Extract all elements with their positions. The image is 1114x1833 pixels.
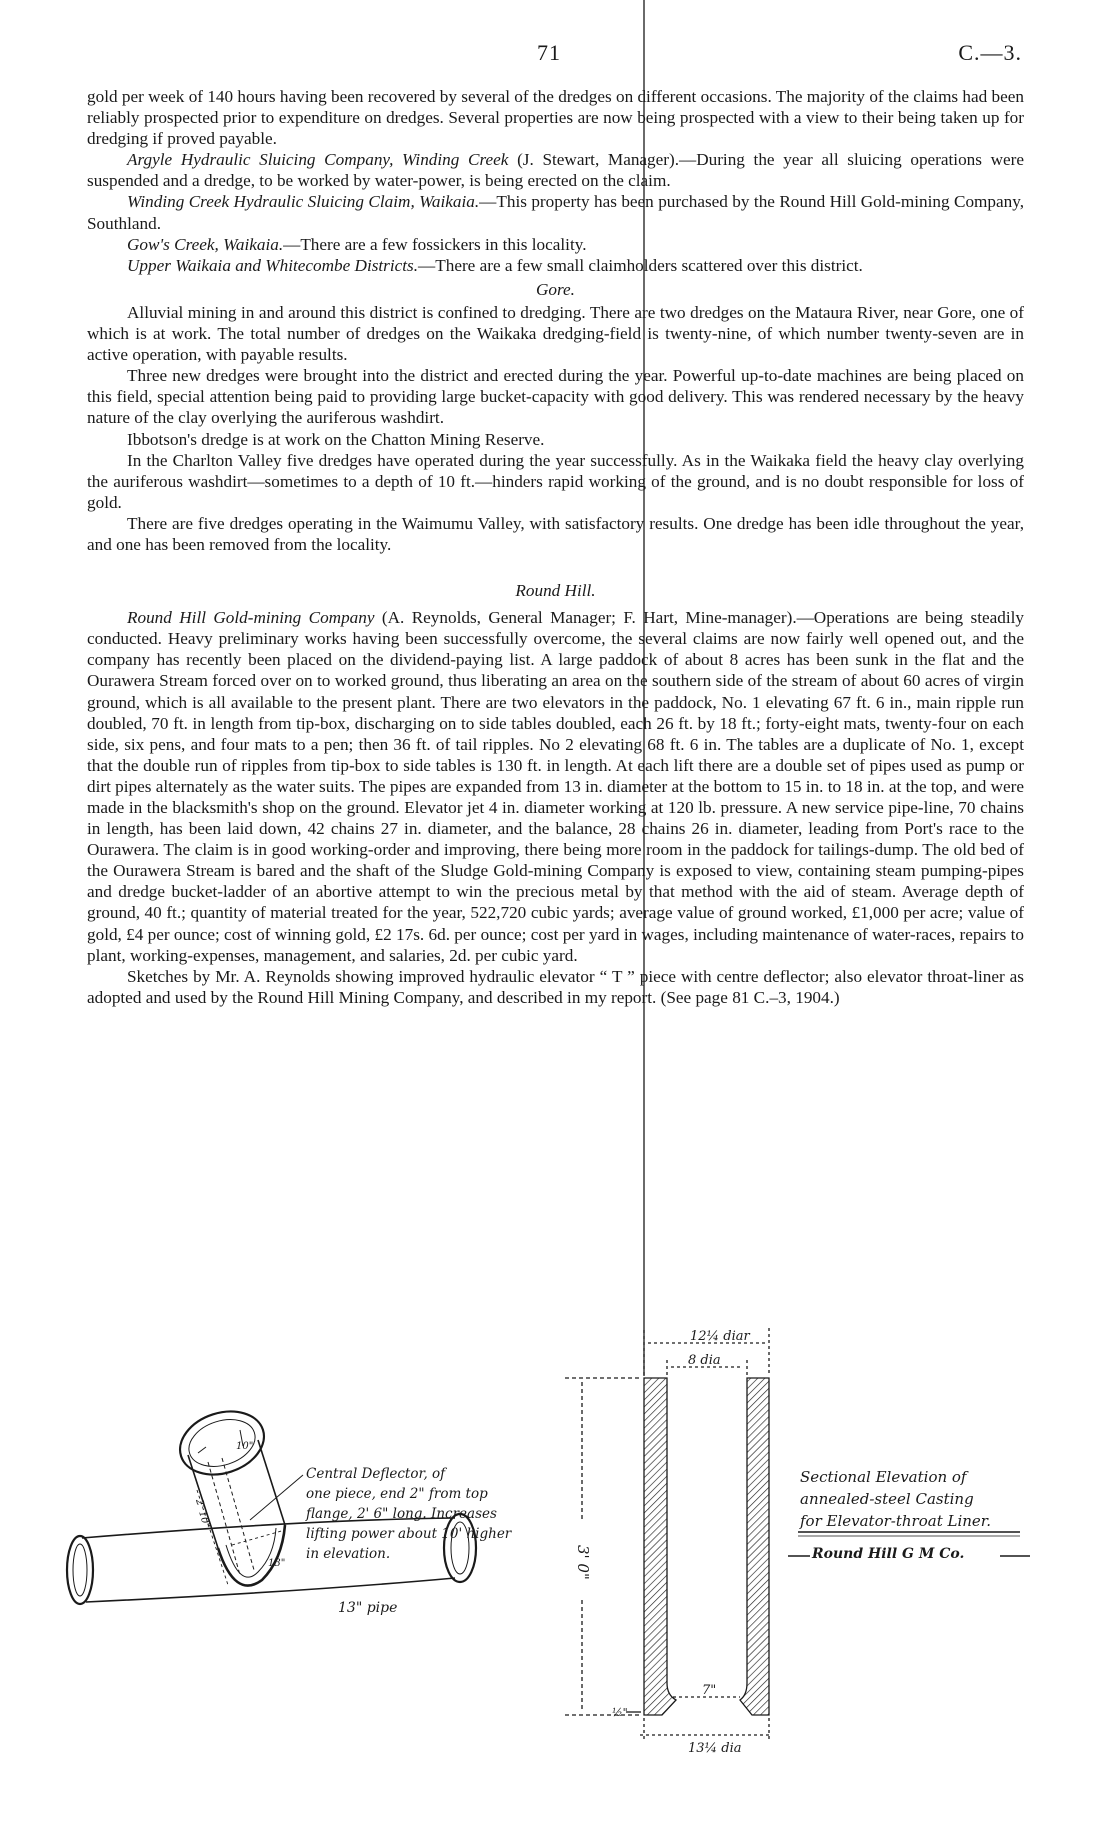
argyle-title: Argyle Hydraulic Sluicing Company, Winding Creek — [127, 150, 509, 170]
dim-bottom-inner: 7" — [702, 1683, 717, 1698]
deflector-note-line-3: flange, 2' 6" long. Increases — [306, 1506, 497, 1522]
heading-gore: Gore. — [536, 279, 575, 299]
caption-line-1: Sectional Elevation of — [800, 1468, 967, 1486]
round-hill-title: Round Hill Gold-mining Company — [127, 608, 375, 628]
paragraph-continuation: gold per week of 140 hours having been recovered by several of the dredges on different occasions. The majority of the claims had been reliably prospected prior to expenditure on dredges. Several properties are now being prospected with a view to their being taken up for dredging if proved payable. — [87, 87, 1024, 149]
caption-line-2: annealed-steel Casting — [800, 1490, 974, 1508]
winding-creek-title: Winding Creek Hydraulic Sluicing Claim, Waikaia. — [127, 192, 480, 212]
document-reference: C.—3. — [958, 40, 1022, 65]
dim-wall: ½" — [612, 1706, 628, 1719]
dim-13-inch: 13" — [268, 1558, 286, 1569]
dim-side: 2' 10" — [193, 1497, 212, 1530]
paragraph-argyle — [87, 149, 1024, 191]
deflector-note-line-1: Central Deflector, of — [306, 1466, 446, 1482]
throat-liner-labels — [574, 1329, 751, 1756]
deflector-note-line-5: in elevation. — [306, 1546, 391, 1562]
round-hill-body: (A. Reynolds, General Manager; F. Hart, Mine-manager).—Operations are being steadily conducted. Heavy preliminary works having been successfully overcome, the several claims are now fairly well opened out, and the company has recently been placed on the dividend-paying list. A large paddock of about 8 acres has been sunk in the flat and the Ourawera Stream forced over on to worked ground, thus liberating an area on the southern side of the stream of about 60 acres of virgin ground, which is all available to the present plant. There are two elevators in the paddock, No. 1 elevating 67 ft. 6 in., main ripple run doubled, 70 ft. in length from tip-box, discharging on to side tables doubled, each 26 ft. by 18 ft.; forty-eight mats, twenty-four on each side, six pens, and four mats to a pen; then 36 ft. of tail ripples. No 2 elevating 68 ft. 6 in. The tables are a duplicate of No. 1, except that the double run of ripples from tip-box to side tables is 130 ft. in length. At each lift there are a double set of pipes used as pump or dirt pipes alternately as the water suits. The pipes are expanded from 13 in. diameter at the bottom to 15 in. to 18 in. at the top, and were made in the blacksmith's shop on the ground. Elevator jet 4 in. diameter working at 120 lb. pressure. A new service pipe-line, 70 chains in length, has been laid down, 42 chains 27 in. diameter, and the balance, 28 chains 26 in. diameter, leading from Port's race to the Ourawera. The claim is in good working-order and improving, there being more room in the paddock for tailings-dump. The old bed of the Ourawera Stream is bared and the shaft of the Sludge Gold-mining Company is exposed to view, containing steam pumping-pipes and dredge bucket-ladder of an abortive attempt to win the precious metal by that method with the aid of steam. Average depth of ground, 40 ft.; quantity of material treated for the year, 522,720 cubic yards; average value of ground worked, £1,000 per acre; value of gold, £4 per ounce; cost of winning gold, £2 17s. 6d. per ounce; cost per yard in wages, including maintenance of water-races, repairs to plant, working-expenses, management, and salaries, 2d. per cubic yard. — [87, 608, 1024, 965]
paragraph-gore-2: Three new dredges were brought into the district and erected during the year. Powerful up-to-date machines are being placed on this field, special attention being paid to providing large bucket-capacity with good delivery. This was rendered necessary by the heavy nature of the clay overlying the auriferous washdirt. — [87, 366, 1024, 428]
argyle-body: (J. Stewart, Manager).—During the year all sluicing operations were suspended and a dredge, to be worked by water-power, is being erected on the claim. — [87, 150, 1025, 191]
deflector-note-line-4: lifting power about 10' higher — [306, 1526, 512, 1542]
paragraph-winding-creek — [87, 191, 1024, 233]
figure-caption — [788, 1468, 1030, 1562]
page-header — [0, 40, 1114, 70]
deflector-note-line-2: one piece, end 2" from top — [306, 1486, 488, 1502]
gows-creek-body: —There are a few fossickers in this locality. — [283, 234, 587, 254]
paragraph-gows-creek — [87, 234, 1024, 255]
body-text — [87, 86, 1024, 1008]
pipe-label: 13" pipe — [338, 1600, 398, 1616]
paragraph-round-hill — [87, 607, 1024, 966]
caption-line-4: Round Hill G M Co. — [812, 1546, 965, 1562]
paragraph-gore-4: In the Charlton Valley five dredges have operated during the year successfully. As in the Waikaka field the heavy clay overlying the auriferous washdirt—sometimes to a depth of 10 ft.—hinders rapid working of the ground, and is no doubt responsible for loss of gold. — [87, 450, 1024, 512]
dim-10-inch: 10" — [236, 1441, 254, 1452]
upper-waikaia-title: Upper Waikaia and Whitecombe Districts. — [127, 255, 419, 275]
paragraph-gore-3: Ibbotson's dredge is at work on the Chatton Mining Reserve. — [127, 429, 545, 449]
t-piece-labels — [193, 1441, 513, 1616]
paragraph-gore-1: Alluvial mining in and around this district is confined to dredging. There are two dredges on the Mataura River, near Gore, one of which is at work. The total number of dredges on the Waikaka dredging-field is twenty-nine, of which number twenty-seven are in active operation, with payable results. — [87, 302, 1024, 365]
upper-waikaia-body: —There are a few small claimholders scattered over this district. — [418, 255, 863, 275]
caption-line-3: for Elevator-throat Liner. — [800, 1512, 992, 1530]
winding-creek-body: —This property has been purchased by the Round Hill Gold-mining Company, Southland. — [87, 192, 1025, 233]
paragraph-gore-5: There are five dredges operating in the Waimumu Valley, with satisfactory results. One dredge has been idle throughout the year, and one has been removed from the locality. — [87, 513, 1024, 554]
elevator-t-piece-sketch — [67, 1401, 476, 1604]
paragraph-upper-waikaia — [87, 255, 1024, 276]
paragraph-sketches: Sketches by Mr. A. Reynolds showing improved hydraulic elevator “ T ” piece with centre deflector; also elevator throat-liner as adopted and used by the Round Hill Mining Company, and described in my report. (See page 81 C.–3, 1904.) — [87, 966, 1024, 1007]
page-number: 71 — [537, 40, 561, 65]
gows-creek-title: Gow's Creek, Waikaia. — [127, 234, 284, 254]
dim-top-inner: 8 dia — [688, 1353, 721, 1368]
dim-height: 3' 0" — [574, 1545, 592, 1580]
dim-bottom-outer: 13¼ dia — [688, 1741, 742, 1756]
heading-round-hill: Round Hill. — [515, 581, 596, 601]
dim-top-outer: 12¼ diar — [690, 1329, 750, 1344]
